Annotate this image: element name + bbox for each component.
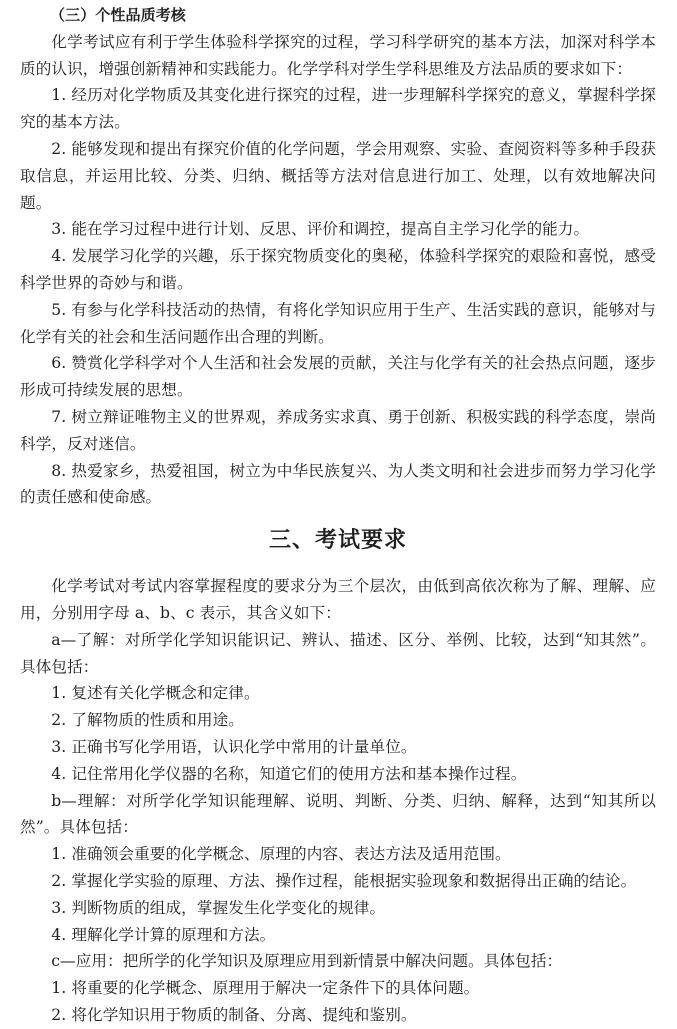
list-item: 2. 掌握化学实验的原理、方法、操作过程，能根据实验现象和数据得出正确的结论。: [51, 871, 637, 890]
list-item: 1. 将重要的化学概念、原理用于解决一定条件下的具体问题。: [51, 979, 480, 998]
list-item: 3. 正确书写化学用语，认识化学中常用的计量单位。: [51, 737, 417, 756]
paragraph: 化学考试应有利于学生体验科学探究的过程，学习科学研究的基本方法，加深对科学本质的认识，增强创新精神和实践能力。化学学科对学生学科思维及方法品质的要求如下：: [20, 32, 656, 78]
list-item: 5. 有参与化学科技活动的热情，有将化学知识应用于生产、生活实践的意识，能够对与化学有关的社会和生活问题作出合理的判断。: [20, 300, 656, 346]
paragraph: 化学考试对考试内容掌握程度的要求分为三个层次，由低到高依次称为了解、理解、应用，分别用字母 a、b、c 表示，其含义如下：: [20, 577, 656, 622]
list-item: 7. 树立辩证唯物主义的世界观，养成务实求真、勇于创新、积极实践的科学态度，崇尚科学，反对迷信。: [20, 407, 656, 453]
list-item: 4. 记住常用化学仪器的名称，知道它们的使用方法和基本操作过程。: [51, 764, 527, 783]
list-item: 4. 理解化学计算的原理和方法。: [51, 925, 276, 944]
section-heading: （三）个性品质考核: [50, 6, 186, 24]
list-item: 1. 准确领会重要的化学概念、原理的内容、表达方法及适用范围。: [51, 845, 511, 864]
list-item: 2. 将化学知识用于物质的制备、分离、提纯和鉴别。: [51, 1005, 417, 1024]
list-item: 6. 赞赏化学科学对个人生活和社会发展的贡献，关注与化学有关的社会热点问题，逐步形成可持续发展的思想。: [20, 354, 656, 400]
list-item: 2. 能够发现和提出有探究价值的化学问题，学会用观察、实验、查阅资料等多种手段获取信息，并运用比较、分类、归纳、概括等方法对信息进行加工、处理，以有效地解决问题。: [20, 139, 656, 212]
list-item: 3. 能在学习过程中进行计划、反思、评价和调控，提高自主学习化学的能力。: [51, 220, 590, 239]
list-item: 3. 判断物质的组成，掌握发生化学变化的规律。: [51, 898, 386, 917]
chapter-title: 三、考试要求: [268, 527, 407, 554]
document-page: [20, 2, 656, 1029]
list-item: 1. 经历对化学物质及其变化进行探究的过程，进一步理解科学探究的意义，掌握科学探究的基本方法。: [20, 86, 656, 132]
list-item: 4. 发展学习化学的兴趣，乐于探究物质变化的奥秘，体验科学探究的艰险和喜悦，感受科学世界的奇妙与和谐。: [20, 247, 656, 292]
list-item: 8. 热爱家乡，热爱祖国，树立为中华民族复兴、为人类文明和社会进步而努力学习化学的责任感和使命感。: [20, 461, 656, 507]
list-item: 1. 复述有关化学概念和定律。: [51, 684, 260, 703]
level-a-description: a—了解：对所学化学知识能识记、辨认、描述、区分、举例、比较，达到“知其然”。具体包括：: [20, 630, 656, 676]
list-item: 2. 了解物质的性质和用途。: [51, 711, 244, 730]
level-b-description: b—理解：对所学化学知识能理解、说明、判断、分类、归纳、解释，达到“知其所以然”。具体包括：: [20, 791, 656, 837]
level-c-description: c—应用：把所学的化学知识及原理应用到新情景中解决问题。具体包括：: [51, 952, 563, 971]
